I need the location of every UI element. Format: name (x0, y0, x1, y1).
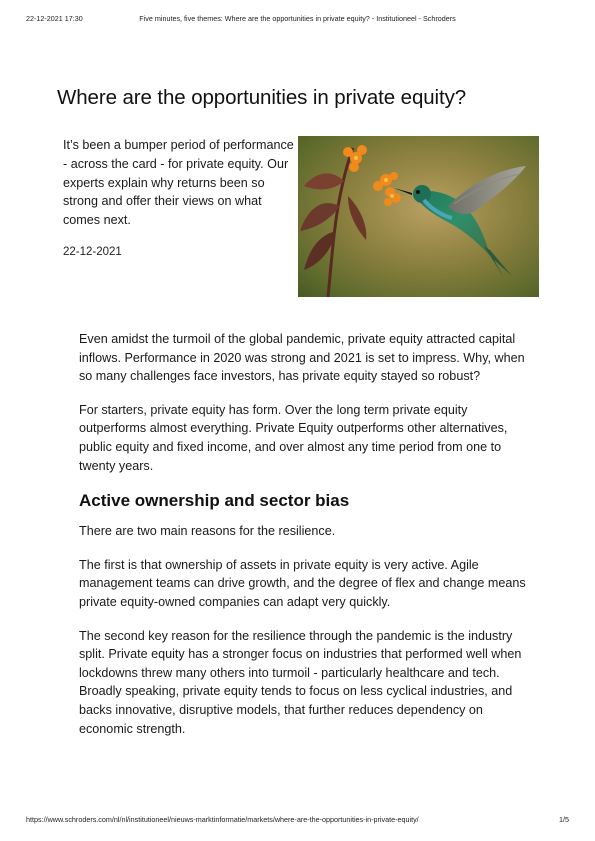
section-paragraph: There are two main reasons for the resilience. (79, 524, 336, 539)
section-paragraph: The first is that ownership of assets in private equity is very active. Agile management teams can drive growth, and the degree of flex and change means private equity-owned companies can adapt very quickly. (79, 557, 526, 609)
print-footer (26, 815, 569, 827)
body-paragraph: Even amidst the turmoil of the global pandemic, private equity attracted capital inflows. Performance in 2020 was strong and 2021 is set to impress. Why, when so many challenges face investors, has private equity stayed so robust? (79, 332, 525, 384)
print-url: https://www.schroders.com/nl/nl/institutioneel/nieuws-marktinformatie/markets/where-are-the-opportunities-in-private-equity/ (26, 815, 419, 824)
article-date: 22-12-2021 (63, 246, 122, 258)
article-title: Where are the opportunities in private equity? (57, 86, 467, 109)
print-page-number: 1/5 (559, 815, 569, 824)
section-paragraph: The second key reason for the resilience through the pandemic is the industry split. Private equity has a stronger focus on industries that performed well when lockdowns threw many others into turmoil - particularly healthcare and tech. Broadly speaking, private equity tends to focus on less cyclical industries, and backs innovative, disruptive models, that further reduces dependency on economic strength. (79, 628, 522, 736)
print-page-title: Five minutes, five themes: Where are the opportunities in private equity? - Institutioneel - Schroders (139, 14, 456, 23)
print-timestamp: 22-12-2021 17:30 (26, 14, 83, 23)
hero-image (298, 136, 539, 297)
section-heading: Active ownership and sector bias (79, 491, 350, 511)
print-header (26, 14, 569, 26)
article-body (79, 330, 529, 753)
hummingbird-illustration (298, 136, 539, 297)
article-intro: It’s been a bumper period of performance - across the card - for private equity. Our experts explain why returns been so strong and offer their views on what comes next. (63, 138, 294, 228)
body-paragraph: For starters, private equity has form. Over the long term private equity outperforms almost everything. Private Equity outperforms other alternatives, public equity and fixed income, and over almost any time period from one to twenty years. (79, 402, 508, 473)
